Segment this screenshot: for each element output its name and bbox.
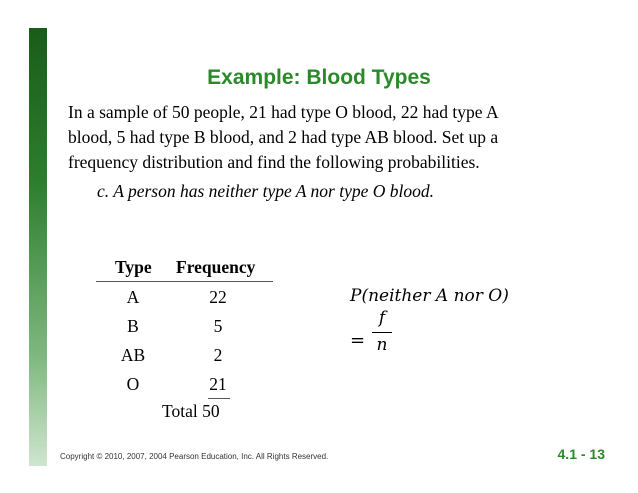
intro-paragraph [68, 100, 568, 175]
table-header-rule [96, 281, 273, 282]
table-row-frequency: 22 [209, 287, 227, 307]
table-total: Total 50 [162, 401, 220, 421]
table-header-frequency: Frequency [176, 257, 256, 277]
total-rule [208, 398, 230, 399]
intro-line-3: frequency distribution and find the following probabilities. [68, 152, 480, 172]
fraction-numerator: f [378, 308, 386, 328]
table-header-type: Type [115, 257, 152, 277]
slide-number: 4.1 - 13 [557, 446, 605, 462]
table-row-type: A [126, 287, 140, 307]
copyright-notice: Copyright © 2010, 2007, 2004 Pearson Education, Inc. All Rights Reserved. [60, 452, 329, 461]
table-row-type: B [127, 316, 139, 336]
intro-line-2: blood, 5 had type B blood, and 2 had type AB blood. Set up a [68, 127, 499, 147]
table-row-frequency: 21 [209, 374, 227, 394]
table-row-frequency: 5 [213, 316, 223, 336]
decorative-side-bar [29, 28, 47, 466]
equals-sign: = [350, 330, 366, 351]
table-row-frequency: 2 [213, 345, 223, 365]
fraction-f-over-n [372, 308, 392, 355]
table-row-type: O [126, 374, 140, 394]
probability-expression: P(neither A nor O) [350, 286, 509, 306]
fraction-denominator: n [376, 335, 388, 355]
intro-line-1: In a sample of 50 people, 21 had type O blood, 22 had type A [68, 102, 499, 122]
slide-title: Example: Blood Types [207, 66, 431, 89]
table-row-type: AB [120, 345, 146, 365]
question-part-c: c. A person has neither type A nor type O blood. [97, 181, 435, 201]
fraction-bar [372, 332, 392, 333]
